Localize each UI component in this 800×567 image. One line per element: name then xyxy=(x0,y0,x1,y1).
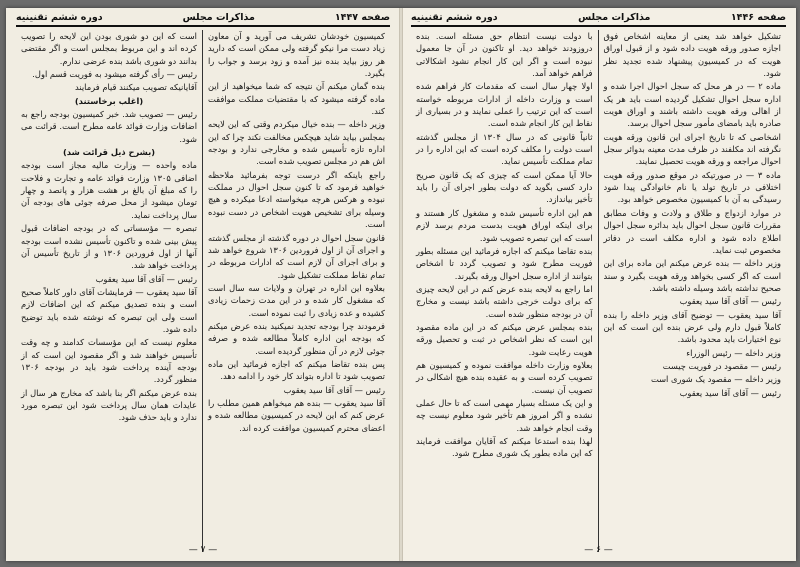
paragraph: راجع باینکه اگر درست توجه بفرمائید ملاحظه خواهید فرمود که تا کنون سجل احوال در مملکت نبوده و هرکس هرچه میخواسته ادعا میکرده و هیچ وسیله برای تشخیص هویت اشخاص در دست نبوده است. xyxy=(208,169,385,230)
stage-note: (اغلب برخاستند) xyxy=(74,95,144,106)
paragraph: ماده ۲ — در هر محل که سجل احوال اجرا شده و اداره سجل احوال تشکیل گردیده است باید هر یک از اهالی ورقه هویت داشته باشند و اوراق هویت صادره باید بامضای مأمور سجل احوال برسد. xyxy=(603,81,782,129)
left-page-number: صفحه ۱۴۴۷ xyxy=(334,12,390,23)
speaker-line: رئیس — مقصود در فوریت چیست xyxy=(662,360,781,371)
paragraph: قانون سجل احوال در دوره گذشته از مجلس گذشته و اجرای آن از اول فروردین ۱۳۰۶ شروع خواهد شد و برای اجرای آن لازم است که ادارات مربوطه در تمام نقاط مملکت تشکیل شود. xyxy=(208,232,385,280)
paragraph: تبصره — مؤسساتی که در بودجه اضافات قبول پیش بینی شده و تاکنون تأسیس نشده است بودجه آنها از اول فروردین ۱۳۰۶ و از تاریخ تأسیس آن پرداخت خواهد شد. xyxy=(21,223,197,271)
speaker-line: وزیر داخله — رئیس الوزراء xyxy=(686,347,781,358)
paragraph: فرمودند چرا بودجه تجدید نمیکنید بنده عرض میکنم که بودجه این اداره کاملاً مطالعه شده و صرفه جوئی لازم در آن منظور گردیده است. xyxy=(208,320,385,356)
right-page-footer: — ۶ — xyxy=(584,545,613,555)
speaker-line: رئیس — آقای آقا سید یعقوب xyxy=(95,273,197,284)
paragraph: آقا سید یعقوب — توضیح آقای وزیر داخله را بنده کاملاً قبول دارم ولی عرض بنده این است که این نوع اختیارات باید محدود باشد. xyxy=(603,309,781,345)
paragraph: آقا سید یعقوب — بنده هم میخواهم همین مطلب را عرض کنم که این لایحه در کمیسیون مطالعه شده و اعضای محترم کمیسیون موافقت کرده اند. xyxy=(208,397,385,433)
right-page xyxy=(401,8,796,561)
paragraph: ماده واحده — وزارت مالیه مجاز است بودجه اضافی ۱۳۰۵ وزارت فوائد عامه و تجارت و فلاحت را که مبلغ آن بالغ بر هشت هزار و پانصد و چهار تومان میشود از محل صرفه جوئی های بودجه آن سال پرداخت نماید. xyxy=(21,160,198,220)
paragraph: در موارد ازدواج و طلاق و ولادت و وفات مطابق مقررات قانون سجل احوال باید بدائره سجل احوال اطلاع داده شود و اداره مکلف است در دفاتر مخصوص ثبت نماید. xyxy=(603,207,781,255)
stage-note: (بشرح ذیل قرائت شد) xyxy=(62,147,155,158)
right-page-session: دوره ششم تقنینیه xyxy=(411,12,498,23)
left-page-left-column xyxy=(16,30,203,552)
paragraph: اما راجع به لایحه بنده عرض کنم در این لایحه چیزی که برای دولت خرجی داشته باشد نیست و مخارج آن در بودجه منظور شده است. xyxy=(416,283,593,319)
paragraph: معلوم نیست که این مؤسسات کدامند و چه وقت تأسیس خواهند شد و اگر مقصود این است که از بودجه آینده پرداخت شود باید در بودجه ۱۳۰۶ منظور گردد. xyxy=(21,337,197,385)
paragraph: اشخاصی که تا تاریخ اجرای این قانون ورقه هویت نگرفته اند مکلفند در ظرف مدت معینه بدوائر سجل احوال مراجعه و ورقه هویت تحصیل نمایند. xyxy=(603,131,781,167)
left-page-right-column xyxy=(203,30,390,552)
paragraph: است که این دو شوری بودن این لایحه را تصویب کرده اند و این مربوط بمجلس است و اگر مقتضی بدانند دو شوری باشد بنده عرضی ندارم. xyxy=(21,31,197,66)
paragraph: آقا سید یعقوب — فرمایشات آقای داور کاملاً صحیح است و بنده تصدیق میکنم که این اضافات لازم است ولی این تبصره که نوشته شده باید توضیح داده شود. xyxy=(21,286,197,334)
paragraph: آقایانیکه تصویب میکنند قیام فرمایند xyxy=(75,82,197,93)
left-page-footer: — ۷ — xyxy=(188,545,218,555)
right-page-left-column xyxy=(411,30,599,552)
paragraph: ماده ۳ — در صورتیکه در موقع صدور ورقه هویت اختلافی در تاریخ تولد یا نام خانوادگی پیدا شود رسیدگی به آن با کمیسیون مخصوص خواهد بود. xyxy=(603,169,781,205)
speaker-line: رئیس — آقای آقا سید یعقوب xyxy=(679,387,781,398)
paragraph: با دولت نیست انتظام حق مسئله است. بنده دروزودند خواهد دید. او تاکنون در آن جا معمول نبوده است و اگر این کار انجام نشود اشکالاتی فراهم خواهد آمد. xyxy=(416,31,593,79)
speaker-line: وزیر داخله — مقصود یک شوری است xyxy=(650,374,781,385)
speaker-line: رئیس — رأی گرفته میشود به فوریت قسم اول. xyxy=(32,69,197,80)
header-rule xyxy=(411,25,786,27)
paragraph: بنده عرض میکنم اگر بنا باشد که مخارج هر سال از عایدات همان سال پرداخت شود این تبصره مورد ندارد و باید حذف شود. xyxy=(21,387,197,423)
speaker-line: رئیس — آقای آقا سید یعقوب xyxy=(283,384,385,395)
paragraph: بنده تقاضا میکنم که اجازه فرمائید این مسئله بطور فوریت مطرح شود و تصویب گردد تا اشخاص بتوانند از اداره سجل احوال ورقه بگیرند. xyxy=(416,245,593,281)
left-page-header xyxy=(16,11,390,24)
right-page-number: صفحه ۱۴۴۶ xyxy=(730,12,786,23)
paragraph: بنده بمجلس عرض میکنم که در این ماده مقصود این است که نظر اشخاص در ثبت و تحصیل ورقه هویت رعایت شود. xyxy=(416,321,593,357)
paragraph: حالا آیا ممکن است که چیزی که یک قانون صریح دارد کسی بگوید که دولت بطور اجرای آن را باید تأخیر بیاندازد. xyxy=(416,169,593,205)
header-rule xyxy=(16,25,390,27)
right-page-columns xyxy=(411,30,786,552)
paragraph: لهذا بنده استدعا میکنم که آقایان موافقت فرمایند که این ماده بطور یک شوری مطرح شود. xyxy=(416,436,593,459)
paragraph: پس بنده تقاضا میکنم که اجازه فرمائید این ماده تصویب شود تا اداره بتواند کار خود را ادامه دهد. xyxy=(208,358,385,382)
paragraph: بعلاوه وزارت داخله موافقت نموده و کمیسیون هم تصویب کرده است و به عقیده بنده هیچ اشکالی در تصویب آن نیست. xyxy=(416,359,593,395)
left-page-session: دوره ششم تقنینیه xyxy=(16,12,103,23)
paragraph: وزیر داخله — بنده خیال میکردم وقتی که این لایحه بمجلس بیاید شاید هیچکس مخالفت نکند چرا که این اداره تازه تأسیس شده و مخارجی ندارد و بودجه اش هم در مجلس تصویب شده است. xyxy=(208,119,385,167)
paragraph: هم این اداره تأسیس شده و مشغول کار هستند و برای اینکه اوراق هویت بدست مردم برسد لازم است که این تبصره تصویب شود. xyxy=(416,207,593,243)
paragraph: بعلاوه این اداره در تهران و ولایات سه سال است که مشغول کار شده و در این مدت زحمات زیادی کشیده و عده زیادی را ثبت نموده است. xyxy=(208,282,385,318)
left-page-title: مذاکرات مجلس xyxy=(182,12,255,23)
paragraph: اولا چهار سال است که مقدمات کار فراهم شده است و وزارت داخله از ادارات مربوطه خواسته است که این ترتیب را عملی نمایند و در بسیاری از نقاط این کار انجام شده است. xyxy=(416,81,593,129)
speaker-line: رئیس — آقای آقا سید یعقوب xyxy=(679,296,781,307)
right-page-right-column xyxy=(599,30,787,552)
right-page-header xyxy=(411,11,786,24)
left-page-columns xyxy=(16,30,390,552)
paragraph: کمیسیون خودشان تشریف می آورید و آن معاون زیاد دست مرا نیکو گرفته ولی ممکن است که دارید هر روز بیاید بنده نیز آمده و زود برسد و جواب را بگیرد. xyxy=(208,31,385,79)
book-gutter xyxy=(399,8,403,561)
paragraph: رئیس — تصویب شد. خبر کمیسیون بودجه راجع به اضافات وزارت فوائد عامه مطرح است. قرائت می شود. xyxy=(21,109,197,144)
left-page xyxy=(6,8,401,561)
right-page-title: مذاکرات مجلس xyxy=(578,12,651,23)
paragraph: تشکیل خواهد شد یعنی از معاینه اشخاص فوق اجازه صدور ورقه هویت داده شود و از قبول اوراق هویت که در کمیسیون پیشنهاد شده تجدید نظر شود. xyxy=(603,31,781,79)
paragraph: و این یک مسئله بسیار مهمی است که تا حال عملی نشده و اگر امروز هم تأخیر شود معلوم نیست چه وقت انجام خواهد شد. xyxy=(416,397,593,433)
book-spread xyxy=(6,8,796,561)
paragraph: ثانیاً قانونی که در سال ۱۳۰۴ از مجلس گذشته است دولت را مکلف کرده است که این اداره را در تمام مملکت تأسیس نماید. xyxy=(416,131,593,167)
paragraph: بنده گمان میکنم آن نتیجه که شما میخواهید از این ماده گرفته میشود که با مقتضیات مملکت موافقت کند. xyxy=(208,81,385,117)
paragraph: وزیر داخله — بنده عرض میکنم این ماده برای این است که اگر کسی بخواهد ورقه هویت بگیرد و سند صحیح نداشته باشد وسیله داشته باشد. xyxy=(603,258,781,293)
